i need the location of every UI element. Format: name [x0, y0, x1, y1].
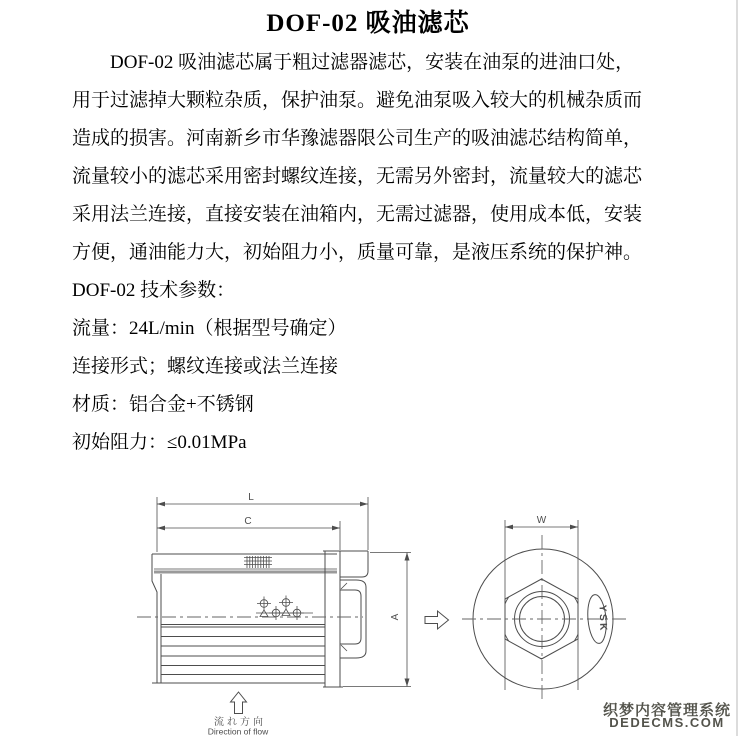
flow-arrow-icon	[231, 692, 247, 714]
dimension-W	[505, 520, 578, 690]
cms-watermark	[602, 702, 731, 730]
param-flow: 流量：24L/min（根据型号确定）	[72, 318, 347, 339]
flow-direction	[208, 692, 269, 736]
dim-label-W: W	[536, 515, 547, 526]
dim-label-C: C	[244, 516, 252, 527]
param-material: 材质：铝合金+不锈钢	[72, 394, 254, 415]
intro-paragraph	[72, 44, 676, 272]
hatch-symbol	[244, 556, 272, 568]
filter-top-cap	[152, 554, 337, 572]
flow-label-jp: 流れ方向	[214, 717, 266, 728]
intro-line: DOF-02 吸油滤芯属于粗过滤器滤芯，安装在油泵的进油口处，	[110, 52, 635, 73]
intro-line: 造成的损害。河南新乡市华豫滤器限公司生产的吸油滤芯结构简单，	[72, 128, 643, 149]
page-title: DOF-02 吸油滤芯	[266, 10, 470, 37]
tech-params	[72, 272, 676, 462]
intro-line: 方便，通油能力大，初始阻力小，质量可靠，是液压系统的保护神。	[72, 242, 643, 263]
dim-label-A: A	[390, 613, 401, 621]
flow-label-en: Direction of flow	[207, 726, 269, 736]
logo-ysk: YSK	[596, 604, 609, 634]
filter-pleats	[152, 625, 325, 684]
weld-symbols	[256, 596, 313, 621]
dimension-L	[157, 497, 368, 552]
side-view	[137, 497, 411, 687]
cms-watermark-domain: DEDECMS.COM	[609, 715, 725, 730]
cms-watermark-cn: 织梦内容管理系统	[602, 702, 731, 719]
intro-line: 用于过滤掉大颗粒杂质，保护油泵。避免油泵吸入较大的机械杂质而	[72, 90, 643, 111]
intro-line: 流量较小的滤芯采用密封螺纹连接，无需另外密封，流量较大的滤芯	[72, 166, 643, 187]
technical-drawing	[0, 486, 738, 736]
dim-label-L: L	[248, 492, 254, 503]
param-initial-resistance: 初始阻力：≤0.01MPa	[72, 432, 247, 453]
intro-line: 采用法兰连接，直接安装在油箱内，无需过滤器，使用成本低，安装	[72, 204, 643, 225]
view-direction-arrow-icon	[425, 611, 449, 629]
param-connection: 连接形式；螺纹连接或法兰连接	[72, 356, 339, 377]
tech-params-heading: DOF-02 技术参数：	[72, 280, 236, 301]
